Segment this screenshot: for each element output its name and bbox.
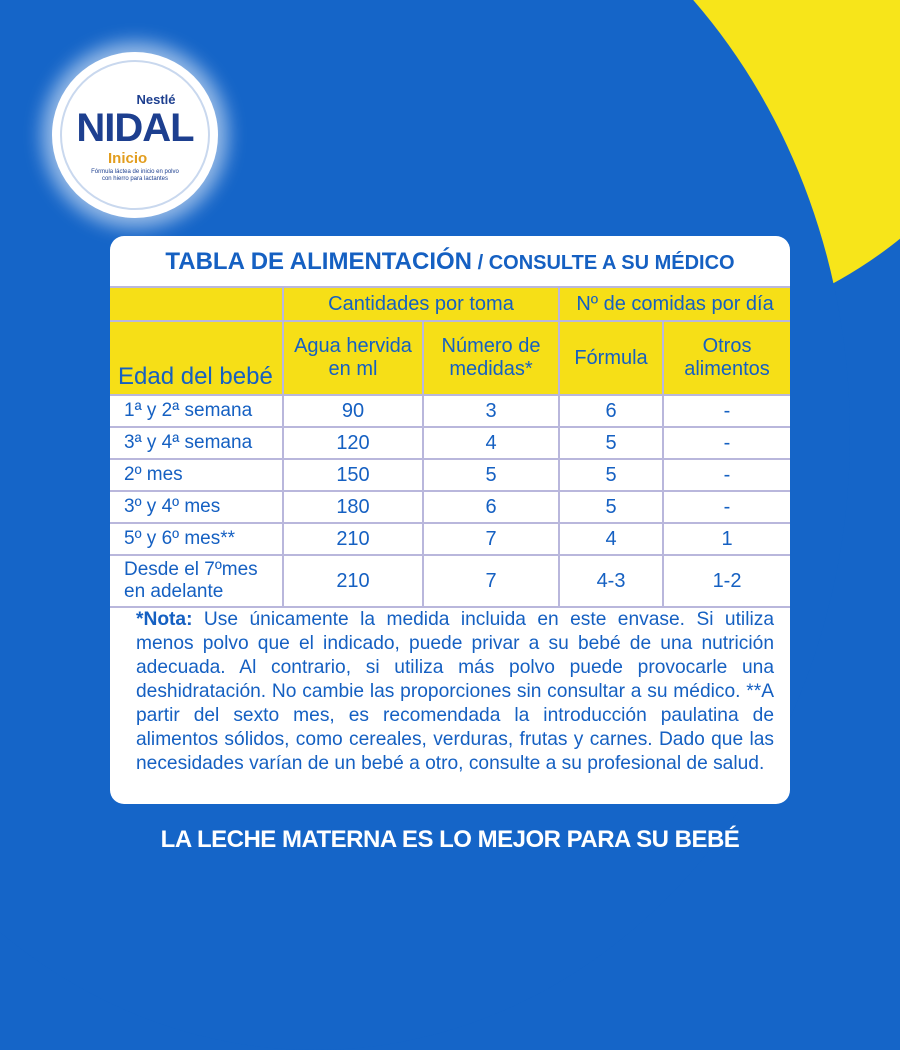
group-header-quantities: Cantidades por toma [283,287,559,321]
nidal-logo [52,52,218,218]
cell-formula: 5 [559,427,663,459]
feeding-table-card [110,236,790,804]
cell-age: 1ª y 2ª semana [110,395,283,427]
cell-water: 210 [283,555,423,607]
cell-other: - [663,427,790,459]
cell-formula: 6 [559,395,663,427]
logo-stage: Inicio [108,150,148,167]
column-header-scoops: Número de medidas* [423,321,559,395]
cell-other: 1-2 [663,555,790,607]
cell-water: 90 [283,395,423,427]
logo-product: NIDAL [76,106,194,150]
cell-other: 1 [663,523,790,555]
table-row [110,523,790,555]
cell-formula: 4 [559,523,663,555]
column-header-water: Agua hervida en ml [283,321,423,395]
cell-scoops: 3 [423,395,559,427]
logo-company: Nestlé [136,92,176,107]
table-row [110,491,790,523]
cell-formula: 4-3 [559,555,663,607]
table-group-header-row [110,287,790,321]
table-row [110,555,790,607]
column-header-formula: Fórmula [559,321,663,395]
cell-scoops: 7 [423,555,559,607]
cell-formula: 5 [559,459,663,491]
cell-scoops: 6 [423,491,559,523]
group-header-meals: Nº de comidas por día [559,287,790,321]
note-paragraph [136,608,774,776]
note-text: Use únicamente la medida incluida en este envase. Si utiliza menos polvo que el indicado, puede privar a su bebé de una nutrición adecuada. Al contrario, si utiliza más polvo puede provocarle una deshidratación. No cambie las proporciones sin consultar a su médico. **A partir del sexto mes, es recomendada la introducción paulatina de alimentos sólidos, como cereales, verduras, frutas y carnes. Dado que las necesidades varían de un bebé a otro, consulte a su profesional de salud. [136,609,774,774]
column-header-age: Edad del bebé [110,321,283,395]
column-header-other: Otros alimentos [663,321,790,395]
table-title-separator: / [472,252,489,274]
cell-other: - [663,459,790,491]
cell-scoops: 5 [423,459,559,491]
cell-formula: 5 [559,491,663,523]
feeding-table [110,286,790,608]
cell-age: Desde el 7ºmes en adelante [110,555,283,607]
cell-age: 2º mes [110,459,283,491]
cell-water: 150 [283,459,423,491]
table-column-header-row [110,321,790,395]
cell-water: 210 [283,523,423,555]
cell-water: 120 [283,427,423,459]
table-title-sub: CONSULTE A SU MÉDICO [488,252,735,274]
cell-other: - [663,491,790,523]
table-row [110,459,790,491]
empty-header-cell [110,287,283,321]
cell-age: 5º y 6º mes** [110,523,283,555]
cell-water: 180 [283,491,423,523]
table-row [110,395,790,427]
note-label: *Nota: [136,609,193,630]
table-title-main: TABLA DE ALIMENTACIÓN [165,248,473,275]
table-row [110,427,790,459]
cell-age: 3ª y 4ª semana [110,427,283,459]
logo-description: Fórmula láctea de inicio en polvo con hierro para lactantes [91,169,179,182]
cell-scoops: 4 [423,427,559,459]
cell-other: - [663,395,790,427]
table-title [110,248,790,276]
cell-scoops: 7 [423,523,559,555]
cell-age: 3º y 4º mes [110,491,283,523]
footer-tagline: LA LECHE MATERNA ES LO MEJOR PARA SU BEBÉ [160,826,740,853]
